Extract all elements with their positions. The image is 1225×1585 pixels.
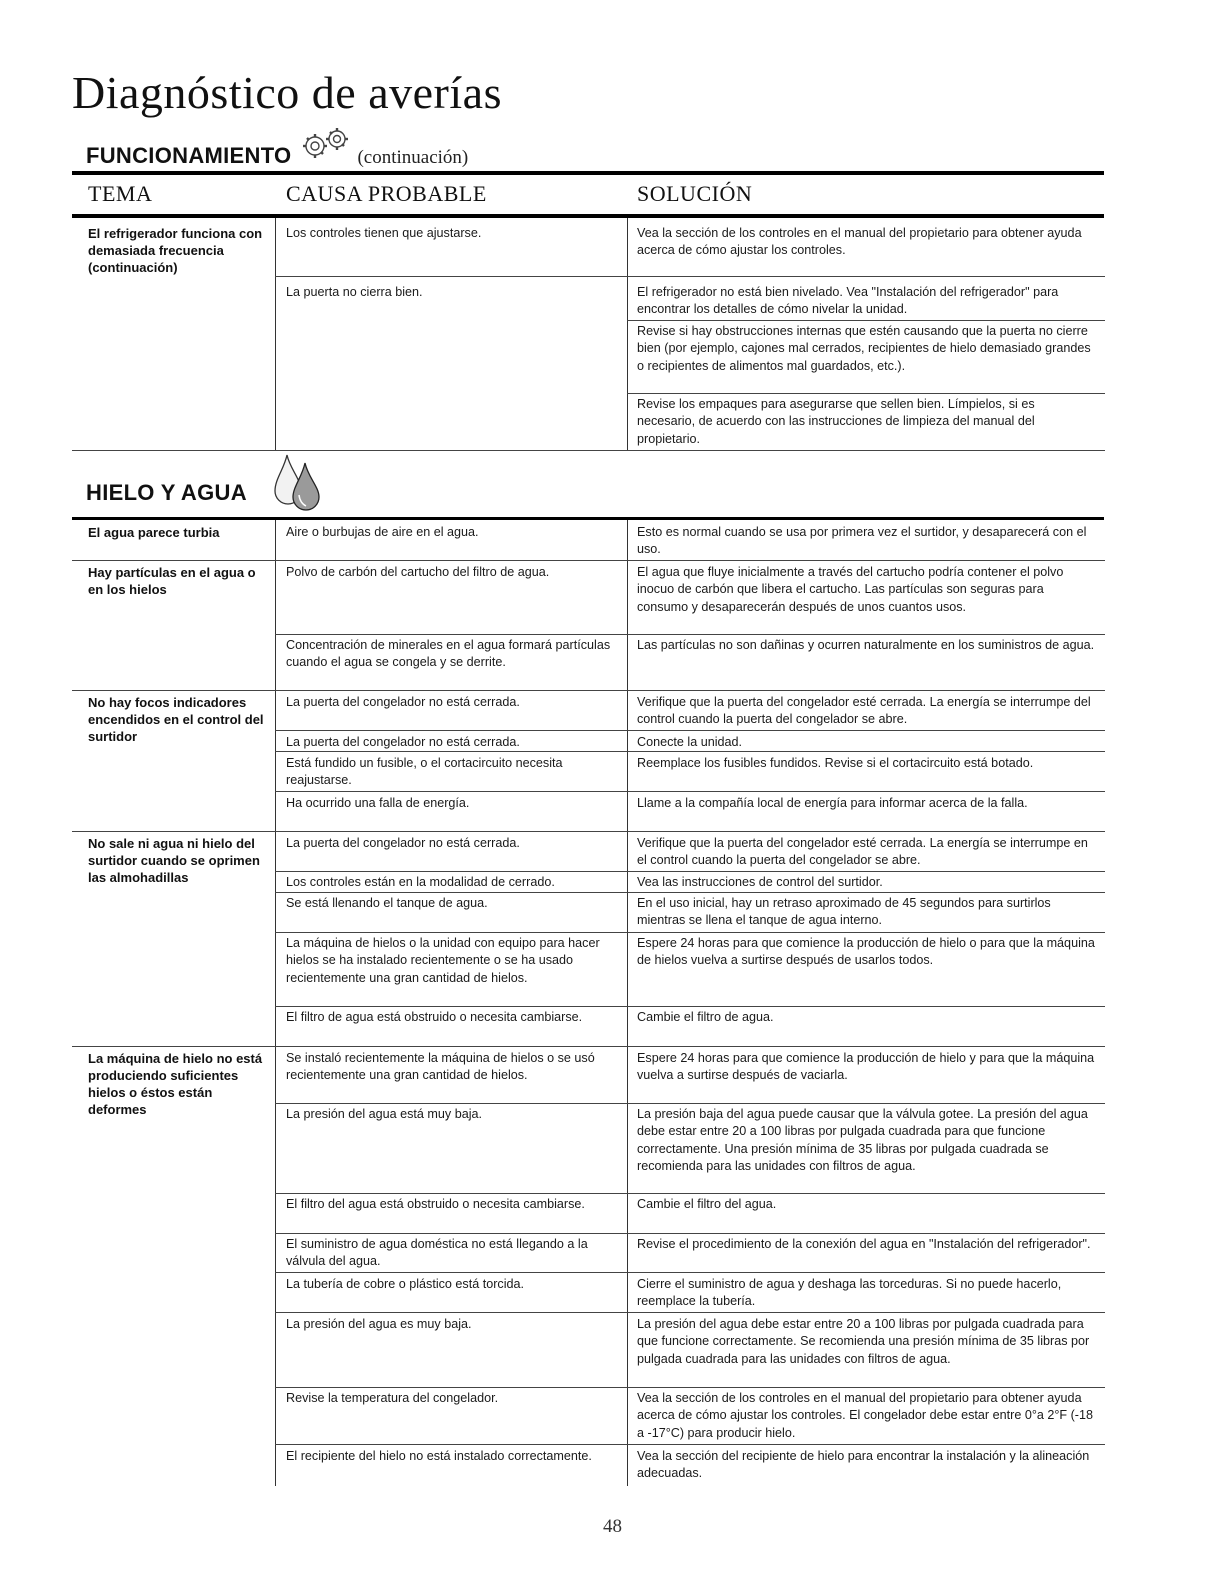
solution-cell: En el uso inicial, hay un retraso aproximado de 45 segundos para surtirlos mientras se llena el tanque de agua interno. — [637, 896, 1051, 928]
cause-cell: Los controles están en la modalidad de cerrado. — [286, 875, 555, 889]
column-header-tema: TEMA — [88, 181, 153, 206]
solution-cell: Revise si hay obstrucciones internas que estén causando que la puerta no cierre bien (por ejemplo, cajones mal cerrados, recipientes de hielo demasiado grandes o recipientes de alimentos mal guardados, etc.). — [637, 324, 1091, 373]
solution-cell: El agua que fluye inicialmente a través del cartucho podría contener el polvo inocuo de carbón que libera el cartucho. Las partículas son seguras para consumo y desaparecerán después de unos cuantos usos. — [637, 565, 1064, 614]
section-label: HIELO Y AGUA — [86, 480, 247, 505]
solution-cell: Revise los empaques para asegurarse que sellen bien. Límpielos, si es necesario, de acuerdo con las instrucciones de limpieza del manual del propietario. — [637, 397, 1035, 446]
solution-cell: Las partículas no son dañinas y ocurren naturalmente en los suministros de agua. — [637, 638, 1095, 652]
solution-cell: Vea las instrucciones de control del surtidor. — [637, 875, 883, 889]
cause-cell: Revise la temperatura del congelador. — [286, 1391, 499, 1405]
cause-cell: El recipiente del hielo no está instalado correctamente. — [286, 1449, 592, 1463]
cause-cell: El filtro de agua está obstruido o necesita cambiarse. — [286, 1010, 583, 1024]
solution-cell: Espere 24 horas para que comience la producción de hielo o para que la máquina de hielos vuelva a surtirse después de usarlos todos. — [637, 936, 1095, 968]
cause-cell: Está fundido un fusible, o el cortacircuito necesita reajustarse. — [286, 756, 563, 788]
table-row-tema: No sale ni agua ni hielo del surtidor cuando se oprimen las almohadillas — [88, 836, 260, 885]
cause-cell: La máquina de hielos o la unidad con equipo para hacer hielos se ha instalado recientemente o se ha usado recientemente una gran cantidad de hielos. — [286, 936, 600, 985]
solution-cell: Vea la sección de los controles en el manual del propietario para obtener ayuda acerca de cómo ajustar los controles. El congelador debe estar entre 0°a 2°F (-18 a -17°C) para producir hielo. — [637, 1391, 1093, 1440]
cause-cell: La puerta del congelador no está cerrada. — [286, 695, 520, 709]
section-label: FUNCIONAMIENTO — [86, 143, 292, 168]
solution-cell: La presión del agua debe estar entre 20 a 100 libras por pulgada cuadrada para que funcione correctamente. Se recomienda una presión mínima de 35 libras por pulgada cuadrada para las unidades con filtros de agua. — [637, 1317, 1090, 1366]
cause-cell: La tubería de cobre o plástico está torcida. — [286, 1277, 525, 1291]
cause-cell: La puerta del congelador no está cerrada. — [286, 836, 520, 850]
column-header-solucion: SOLUCIÓN — [637, 181, 753, 206]
cause-cell: La puerta no cierra bien. — [286, 285, 423, 299]
solution-cell: Verifique que la puerta del congelador esté cerrada. La energía se interrumpe en el control cuando la puerta del congelador se abre. — [637, 836, 1088, 868]
table-row-tema: La máquina de hielo no está produciendo suficientes hielos o éstos están deformes — [88, 1051, 263, 1117]
solution-cell: Vea la sección del recipiente de hielo para encontrar la instalación y la alineación adecuadas. — [637, 1449, 1090, 1481]
solution-cell: Verifique que la puerta del congelador esté cerrada. La energía se interrumpe del control cuando la puerta del congelador se abre. — [637, 695, 1091, 727]
page-number: 48 — [603, 1516, 622, 1537]
cause-cell: El filtro del agua está obstruido o necesita cambiarse. — [286, 1197, 585, 1211]
solution-cell: Cierre el suministro de agua y deshaga las torceduras. Si no puede hacerlo, reemplace la tubería. — [637, 1277, 1062, 1309]
solution-cell: Llame a la compañía local de energía para informar acerca de la falla. — [637, 796, 1028, 810]
section-continuation: (continuación) — [357, 147, 469, 168]
solution-cell: El refrigerador no está bien nivelado. Vea "Instalación del refrigerador" para encontrar los detalles de cómo nivelar la unidad. — [637, 285, 1059, 317]
header-rule — [72, 214, 1104, 218]
cause-cell: Concentración de minerales en el agua formará partículas cuando el agua se congela y se derrite. — [286, 638, 611, 670]
cause-cell: Los controles tienen que ajustarse. — [286, 226, 482, 240]
section-heading-funcionamiento — [86, 126, 468, 169]
cause-cell: La presión del agua está muy baja. — [286, 1107, 483, 1121]
column-header-causa: CAUSA PROBABLE — [286, 181, 487, 206]
section2-rule — [72, 517, 1104, 520]
page-title: Diagnóstico de averías — [72, 67, 502, 118]
cause-cell: Ha ocurrido una falla de energía. — [286, 796, 470, 810]
table-row-tema: Hay partículas en el agua o en los hielos — [88, 565, 256, 597]
solution-cell: Espere 24 horas para que comience la producción de hielo y para que la máquina vuelva a surtirse después de vaciarla. — [637, 1051, 1095, 1083]
solution-cell: Reemplace los fusibles fundidos. Revise si el cortacircuito está botado. — [637, 756, 1034, 770]
cause-cell: La puerta del congelador no está cerrada. — [286, 735, 520, 749]
table-row-tema: El refrigerador funciona con demasiada frecuencia (continuación) — [88, 226, 263, 275]
cause-cell: Aire o burbujas de aire en el agua. — [286, 525, 479, 539]
water-drops-icon — [269, 453, 325, 518]
solution-cell: Esto es normal cuando se usa por primera vez el surtidor, y desaparecerá con el uso. — [637, 525, 1087, 557]
table-row-tema: No hay focos indicadores encendidos en el control del surtidor — [88, 695, 264, 744]
cause-cell: Polvo de carbón del cartucho del filtro de agua. — [286, 565, 550, 579]
section-heading-hielo-agua — [86, 453, 325, 518]
solution-cell: Conecte la unidad. — [637, 735, 743, 749]
gears-icon — [299, 126, 353, 167]
table-row-tema: El agua parece turbia — [88, 525, 220, 540]
solution-cell: La presión baja del agua puede causar que la válvula gotee. La presión del agua debe estar entre 20 a 100 libras por pulgada cuadrada para que funcione correctamente. Una presión mínima de 35 libras por pulgada cuadrada se recomienda para las unidades con filtros de agua. — [637, 1107, 1088, 1174]
solution-cell: Revise el procedimiento de la conexión del agua en "Instalación del refrigerador". — [637, 1237, 1091, 1251]
cause-cell: La presión del agua es muy baja. — [286, 1317, 472, 1331]
solution-cell: Cambie el filtro del agua. — [637, 1197, 777, 1211]
cause-cell: El suministro de agua doméstica no está llegando a la válvula del agua. — [286, 1237, 588, 1269]
cause-cell: Se está llenando el tanque de agua. — [286, 896, 488, 910]
cause-cell: Se instaló recientemente la máquina de hielos o se usó recientemente una gran cantidad de hielos. — [286, 1051, 595, 1083]
solution-cell: Cambie el filtro de agua. — [637, 1010, 774, 1024]
top-rule — [72, 171, 1104, 175]
solution-cell: Vea la sección de los controles en el manual del propietario para obtener ayuda acerca de cómo ajustar los controles. — [637, 226, 1082, 258]
